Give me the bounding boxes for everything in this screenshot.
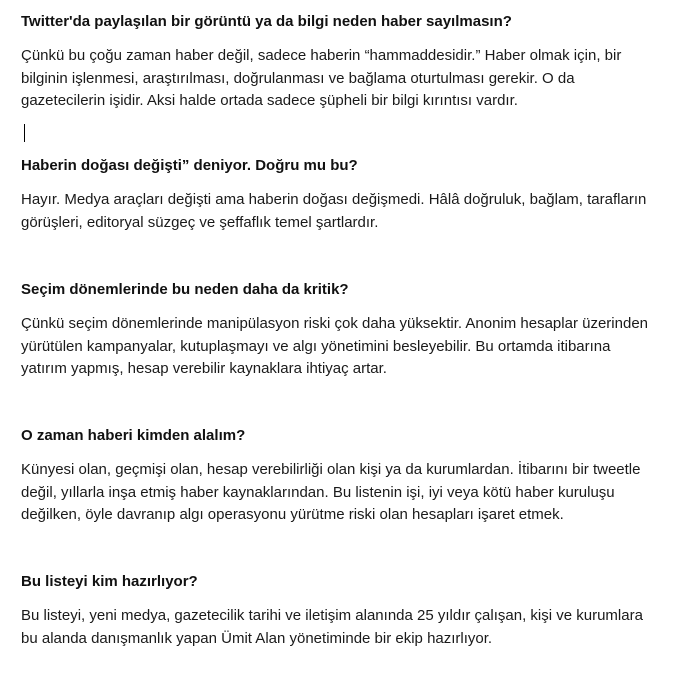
faq-question: Haberin doğası değişti” deniyor. Doğru mu bu?	[21, 157, 358, 174]
faq-question: Twitter'da paylaşılan bir görüntü ya da bilgi neden haber sayılmasın?	[21, 13, 512, 30]
faq-answer: Çünkü seçim dönemlerinde manipülasyon riski çok daha yüksektir. Anonim hesaplar üzerinden yürütülen kampanyalar, kutuplaşmayı ve algı yönetimini besleyebilir. Bu ortamda itibarına yatırım yapmış, hesap verebilir kaynaklara ihtiyaç artar.	[21, 315, 648, 378]
text-cursor	[24, 124, 25, 142]
faq-question: Seçim dönemlerinde bu neden daha da kritik?	[21, 281, 349, 298]
faq-question: Bu listeyi kim hazırlıyor?	[21, 573, 198, 590]
faq-answer: Bu listeyi, yeni medya, gazetecilik tarihi ve iletişim alanında 25 yıldır çalışan, kişi ve kurumlara bu alanda danışmanlık yapan Ümit Alan yönetiminde bir ekip hazırlıyor.	[21, 607, 643, 647]
faq-section-1	[21, 12, 651, 113]
faq-answer: Çünkü bu çoğu zaman haber değil, sadece haberin “hammaddesidir.” Haber olmak için, bir bilginin işlenmesi, araştırılması, doğrulanması ve bağlama oturtulması gerekir. O da gazetecilerin işidir. Aksi halde ortada sadece şüpheli bir bilgi kırıntısı vardır.	[21, 47, 622, 110]
faq-question: O zaman haberi kimden alalım?	[21, 427, 246, 444]
faq-section-2	[21, 156, 651, 234]
faq-section-3	[21, 280, 651, 381]
faq-section-5	[21, 572, 651, 650]
faq-answer: Künyesi olan, geçmişi olan, hesap verebilirliği olan kişi ya da kurumlardan. İtibarını bir tweetle değil, yıllarla inşa etmiş haber kaynaklarından. Bu listenin işi, iyi veya kötü haber kuruluşu değilken, öyle davranıp algı operasyonu yürütme riski olan hesapları işaret etmek.	[21, 461, 641, 524]
faq-answer: Hayır. Medya araçları değişti ama haberin doğası değişmedi. Hâlâ doğruluk, bağlam, tarafların görüşleri, editoryal süzgeç ve şeffaflık temel şartlardır.	[21, 191, 647, 231]
faq-section-4	[21, 426, 651, 527]
